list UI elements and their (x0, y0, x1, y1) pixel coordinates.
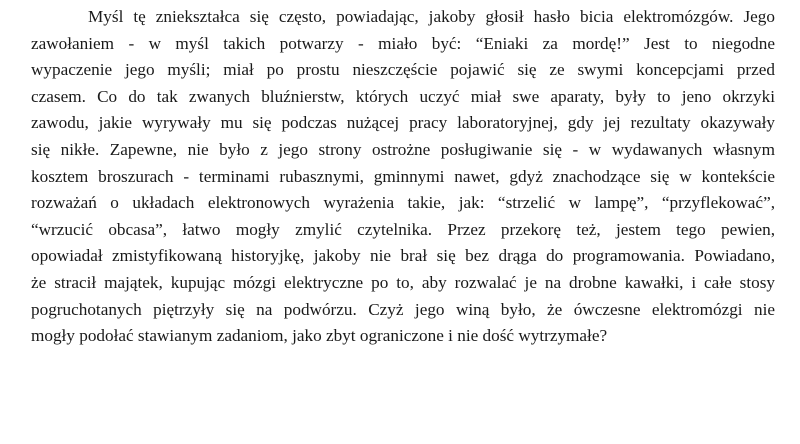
text-line-7: kosztem broszurach - terminami rubasznymi, gminnymi nawet, gdyż znachodzące się w kontekście (31, 166, 775, 186)
body-paragraph (31, 4, 775, 350)
text-line-3: wypaczenie jego myśli; miał po prostu nieszczęście pojawić się ze swymi koncepcjami przed (31, 60, 775, 80)
text-line-8: rozważań o układach elektronowych wyrażenia takie, jak: “strzelić w lampę”, “przyflekować”, (31, 193, 775, 213)
text-line-1: Myśl tę zniekształca się często, powiadając, jakoby głosił hasło bicia elektromózgów. Jego (88, 7, 775, 26)
text-line-10: opowiadał zmistyfikowaną historyjkę, jakoby nie brał się bez drąga do programowania. Powiadano, (31, 246, 775, 266)
text-line-9: “wrzucić obcasa”, łatwo mogły zmylić czytelnika. Przez przekorę też, jestem tego pewien, (31, 219, 775, 239)
text-line-4: czasem. Co do tak zwanych bluźnierstw, których uczyć miał swe aparaty, były to jeno okrzyki (31, 86, 775, 106)
text-line-6: się nikłe. Zapewne, nie było z jego strony ostrożne posługiwanie się - w wydawanych własnym (31, 139, 775, 159)
text-line-5: zawodu, jakie wyrywały mu się podczas nużącej pracy laboratoryjnej, gdy jej rezultaty okazywały (31, 113, 775, 133)
text-line-2: zawołaniem - w myśl takich potwarzy - miało być: “Eniaki za mordę!” Jest to niegodne (31, 33, 775, 53)
text-line-11: że stracił majątek, kupując mózgi elektryczne po to, aby rozwalać je na drobne kawałki, i całe stosy (31, 272, 775, 292)
text-line-12: pogruchotanych piętrzyły się na podwórzu. Czyż jego winą było, że ówczesne elektromózgi nie (31, 299, 775, 319)
text-line-13: mogły podołać stawianym zadaniom, jako zbyt ograniczone i nie dość wytrzymałe? (31, 326, 608, 346)
